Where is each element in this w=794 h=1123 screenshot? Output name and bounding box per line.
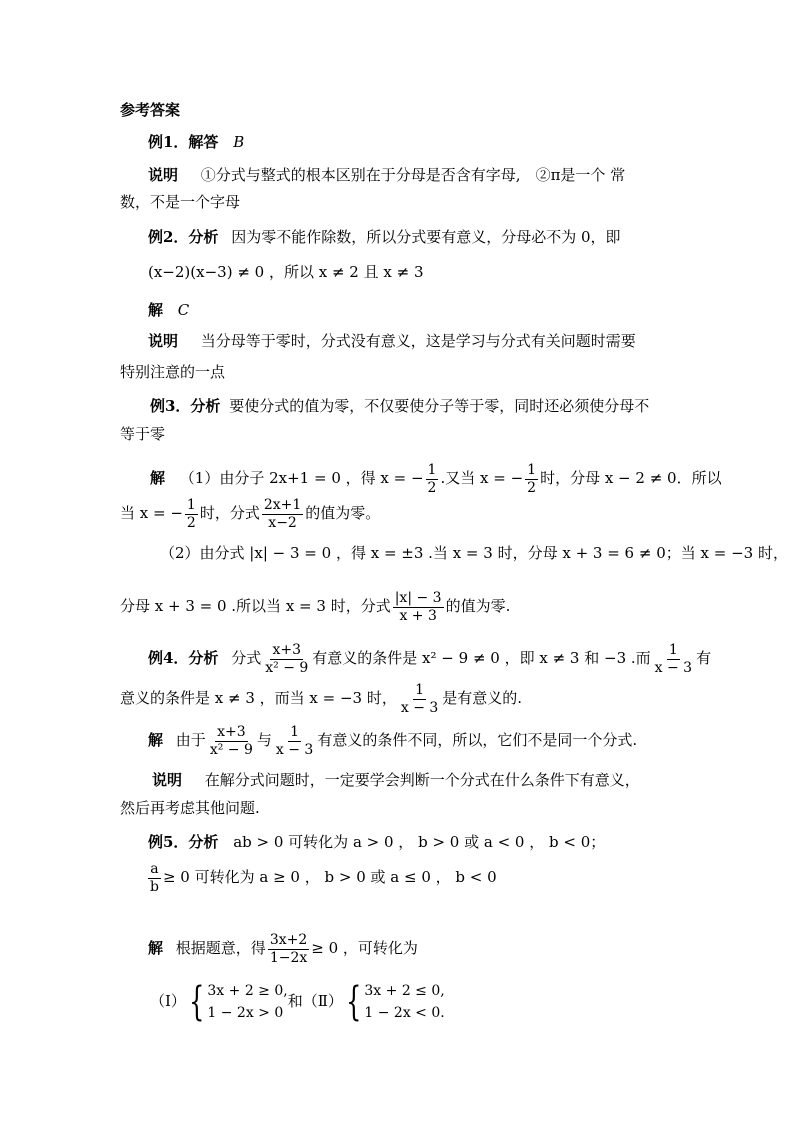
ex3-p2-text-a: 当 x = − <box>120 504 183 522</box>
left-brace-icon: { <box>189 979 205 1025</box>
ex4-s2-text: 与 <box>256 731 272 749</box>
ex2-solution-answer: C <box>177 301 190 319</box>
ex4-label: 例4．分析 <box>148 649 219 667</box>
ex4-a3-text: 有 <box>696 649 712 667</box>
fraction-abs-x-minus-3-over-x-plus-3 <box>393 590 444 625</box>
fraction-numerator: x+3 <box>272 641 302 658</box>
ex5-a2-text: ≥ 0 可转化为 a ≥ 0 ， b > 0 或 a ≤ 0 ， b < 0 <box>162 868 497 886</box>
ex1-note-label: 说明 <box>148 166 179 184</box>
ex4-analysis-line-1 <box>148 638 711 678</box>
fraction-1-over-x-minus-3 <box>399 682 440 717</box>
fraction-1-over-x-minus-3 <box>274 724 315 759</box>
ex3-solution-label: 解 <box>150 469 166 487</box>
ex5-s1-text: 根据题意，得 <box>175 939 266 957</box>
fraction-denominator: x − 3 <box>654 659 693 676</box>
ex2-note-text: 当分母等于零时，分式没有意义，这是学习与分式有关问题时需要 <box>200 332 636 350</box>
fraction-denominator: x − 3 <box>400 699 439 716</box>
ex5-label: 例5．分析 <box>148 833 219 851</box>
ex4-note-line-1 <box>152 770 640 790</box>
fraction-3x-plus-2-over-1-minus-2x <box>268 932 309 967</box>
ex4-s1-text: 由于 <box>175 731 206 749</box>
ex3-analysis-text: 要使分式的值为零，不仅要使分子等于零，同时还必须使分母不 <box>229 397 650 415</box>
fraction-numerator: 1 <box>415 681 425 698</box>
ex5-analysis-line-2 <box>146 857 497 897</box>
example-1-heading <box>148 132 244 152</box>
ex4-analysis-line-2 <box>120 678 522 718</box>
ex4-b1-text: 意义的条件是 x ≠ 3 ，而当 x = −3 时， <box>120 689 397 707</box>
ex1-note-line-2: 数，不是一个字母 <box>120 193 241 211</box>
ex2-solution <box>148 300 189 320</box>
fraction-denominator: x + 3 <box>399 607 437 624</box>
ex3-solution-line-3: （2）由分式 |x| − 3 = 0 ，得 x = ±3 .当 x = 3 时，分母 x + 3 = 6 ≠ 0；当 x = −3 时， <box>160 544 788 562</box>
ex4-s3-text: 有意义的条件不同，所以，它们不是同一个分式. <box>317 731 638 749</box>
fraction-numerator: 1 <box>427 461 437 478</box>
system-1-line-1: 3x + 2 ≥ 0, <box>207 983 288 999</box>
system-2-label: 和（Ⅱ） <box>287 992 343 1010</box>
left-brace-icon: { <box>346 979 362 1025</box>
page-title: 参考答案 <box>120 101 181 119</box>
ex1-note-text: ①分式与整式的根本区别在于分母是否含有字母, ②π是一个 常 <box>200 166 626 184</box>
fraction-denominator: b <box>150 878 159 895</box>
ex3-p4-text-b: 的值为零. <box>445 597 511 615</box>
ex3-p1-text-b: .又当 x = − <box>440 469 524 487</box>
fraction-numerator: 2x+1 <box>263 496 302 513</box>
fraction-numerator: 1 <box>290 723 300 740</box>
ex5-systems <box>150 976 445 1026</box>
ex2-analysis-line-1 <box>148 227 621 247</box>
ex4-a2-text: 有意义的条件是 x² − 9 ≠ 0 ，即 x ≠ 3 和 −3 .而 <box>312 649 651 667</box>
fraction-2x-plus-1-over-x-minus-2 <box>262 497 303 532</box>
ex2-note-line-1 <box>148 331 636 351</box>
ex4-b2-text: 是有意义的. <box>442 689 523 707</box>
ex3-solution-line-4 <box>120 586 510 626</box>
fraction-numerator: 3x+2 <box>269 931 308 948</box>
fraction-a-over-b <box>148 861 161 896</box>
ex3-p2-text-b: 时，分式 <box>199 504 260 522</box>
ex5-s2-text: ≥ 0 ，可转化为 <box>311 939 418 957</box>
system-1-label: （Ⅰ） <box>150 992 186 1010</box>
ex3-p2-text-c: 的值为零。 <box>305 504 381 522</box>
fraction-numerator: 1 <box>668 641 678 658</box>
fraction-one-half <box>426 462 439 497</box>
ex3-solution-line-1 <box>150 458 722 498</box>
fraction-denominator: x−2 <box>268 514 297 531</box>
ex3-analysis-line-2: 等于零 <box>120 425 166 443</box>
fraction-numerator: a <box>150 860 159 877</box>
fraction-numerator: 1 <box>186 496 196 513</box>
ex1-answer: B <box>233 133 245 151</box>
ex4-note-line-2: 然后再考虑其他问题. <box>120 799 260 817</box>
ex4-note-text: 在解分式问题时，一定要学会判断一个分式在什么条件下有意义， <box>204 771 640 789</box>
system-2-line-1: 3x + 2 ≤ 0, <box>364 983 445 999</box>
ex2-label: 例2．分析 <box>148 228 219 246</box>
fraction-denominator: x² − 9 <box>209 741 253 758</box>
ex2-analysis-text: 因为零不能作除数，所以分式要有意义，分母必不为 0，即 <box>231 228 621 246</box>
system-2-line-2: 1 − 2x < 0. <box>364 1005 445 1021</box>
ex2-solution-label: 解 <box>148 301 164 319</box>
fraction-x-plus-3-over-x2-minus-9 <box>263 642 310 677</box>
ex3-p1-text-a: （1）由分子 2x+1 = 0 ，得 x = − <box>179 469 424 487</box>
ex5-solution-line-1 <box>148 928 418 968</box>
fraction-numerator: |x| − 3 <box>394 589 442 606</box>
ex2-note-label: 说明 <box>148 332 179 350</box>
fraction-1-over-x-minus-3 <box>653 642 694 677</box>
ex3-label: 例3．分析 <box>150 397 221 415</box>
inequality-system-1 <box>207 980 287 1024</box>
ex3-analysis-line-1 <box>150 396 649 416</box>
fraction-one-half <box>185 497 198 532</box>
fraction-denominator: 2 <box>186 514 196 531</box>
inequality-system-2 <box>364 980 444 1024</box>
ex5-solution-label: 解 <box>148 939 164 957</box>
fraction-denominator: x − 3 <box>275 741 314 758</box>
fraction-denominator: x² − 9 <box>265 659 309 676</box>
ex5-a1-text: ab > 0 可转化为 a > 0 ， b > 0 或 a < 0 ， b < 0； <box>233 833 606 851</box>
fraction-denominator: 2 <box>427 479 437 496</box>
ex4-a1-text: 分式 <box>231 649 262 667</box>
ex1-note-line-1 <box>148 165 625 185</box>
ex4-note-label: 说明 <box>152 771 183 789</box>
fraction-numerator: x+3 <box>217 723 246 740</box>
fraction-numerator: 1 <box>527 461 537 478</box>
ex3-solution-line-2 <box>120 493 380 533</box>
fraction-x-plus-3-over-x2-minus-9 <box>208 724 255 759</box>
ex4-solution-label: 解 <box>148 731 164 749</box>
fraction-one-half <box>525 462 538 497</box>
ex2-note-line-2: 特别注意的一点 <box>120 363 226 381</box>
ex2-analysis-line-2: (x−2)(x−3) ≠ 0 ，所以 x ≠ 2 且 x ≠ 3 <box>148 263 424 281</box>
fraction-denominator: 1−2x <box>269 949 308 966</box>
ex4-solution <box>148 720 637 760</box>
ex1-label: 例1．解答 <box>148 133 219 151</box>
system-1-line-2: 1 − 2x > 0 <box>207 1005 284 1021</box>
ex5-analysis-line-1 <box>148 832 605 852</box>
fraction-denominator: 2 <box>527 479 537 496</box>
ex3-p4-text-a: 分母 x + 3 = 0 .所以当 x = 3 时，分式 <box>120 597 391 615</box>
ex3-p1-text-c: 时，分母 x − 2 ≠ 0．所以 <box>540 469 722 487</box>
